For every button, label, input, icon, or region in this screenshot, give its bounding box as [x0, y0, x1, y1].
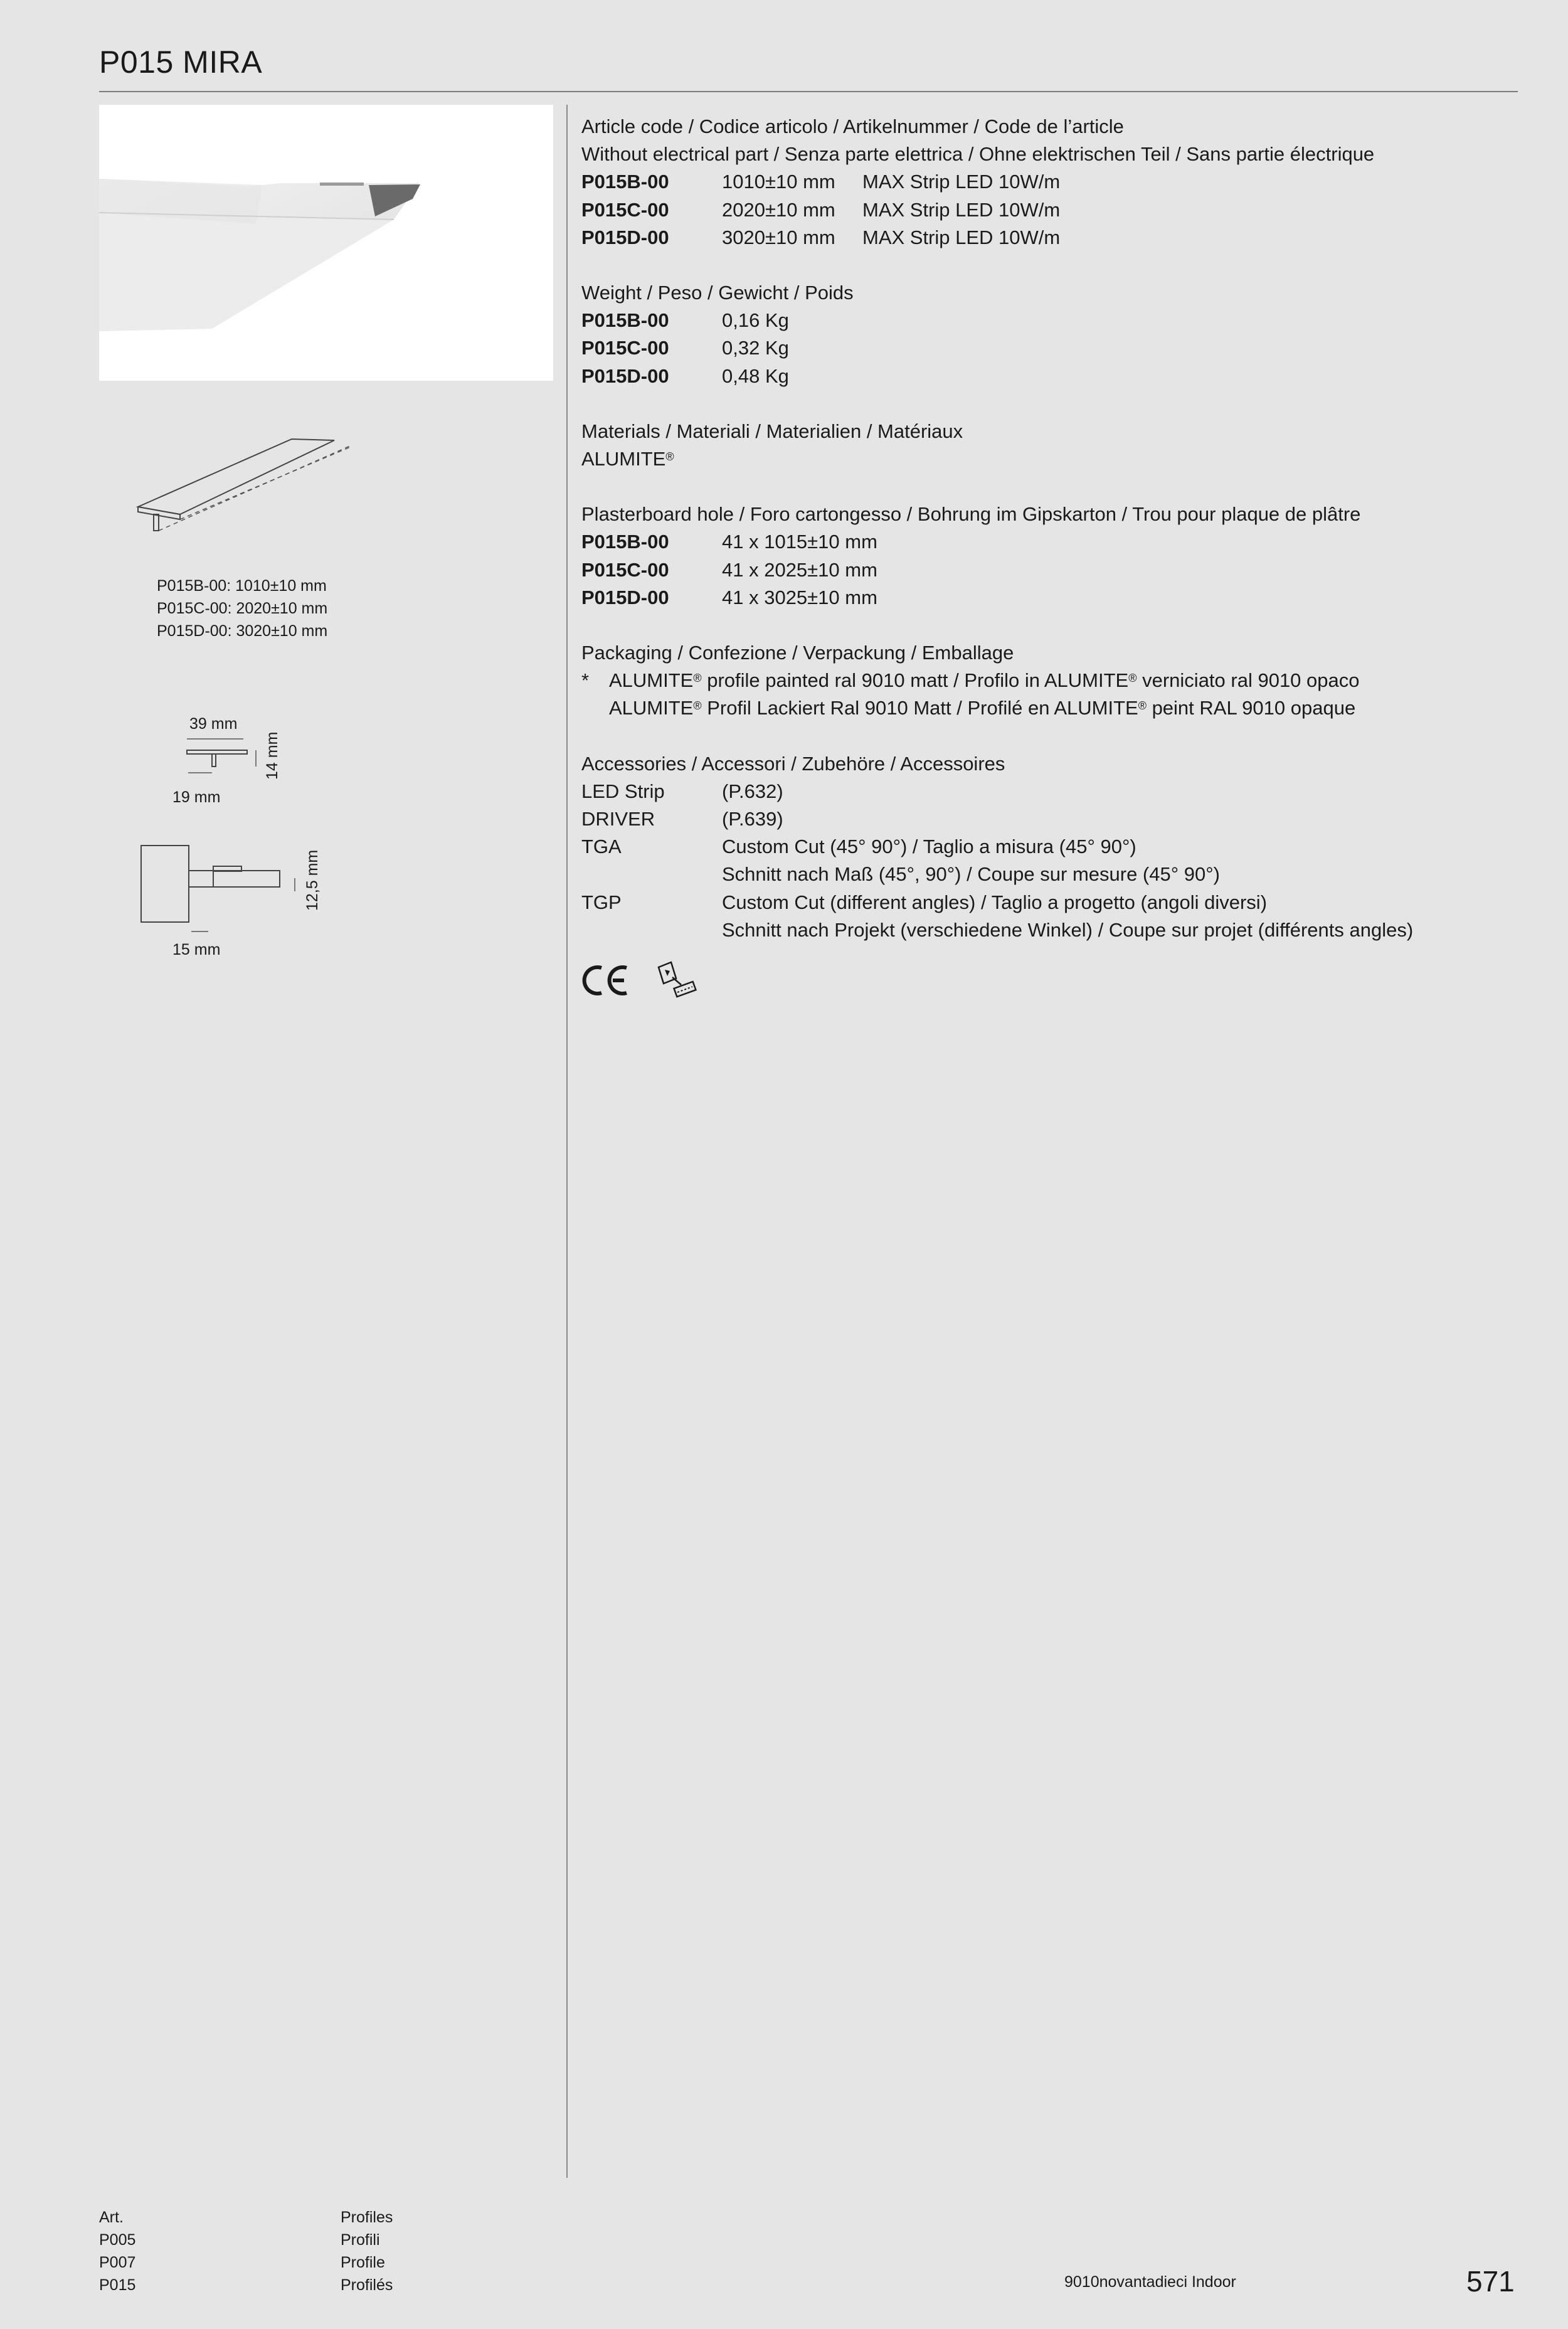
accessory-row: [581, 805, 1510, 833]
accessories-heading: Accessories / Accessori / Zubehöre / Accessoires: [581, 752, 1005, 775]
plasterboard-code: P015B-00: [581, 531, 669, 553]
accessory-row: [581, 889, 1510, 916]
weight-heading: Weight / Peso / Gewicht / Poids: [581, 282, 854, 304]
weight-row: [581, 307, 1510, 334]
dim-width-bottom: 19 mm: [172, 788, 221, 806]
article-code: P015D-00: [581, 226, 669, 248]
dim-section-height: 12,5 mm: [304, 849, 321, 911]
footer-article[interactable]: P015: [99, 2276, 136, 2294]
accessory-value: Schnitt nach Projekt (verschiedene Winkel) / Coupe sur projet (différents angles): [722, 918, 1414, 941]
weight-value: 0,32 Kg: [722, 337, 789, 359]
profile-perspective-drawing: [135, 433, 361, 546]
plasterboard-value: 41 x 1015±10 mm: [722, 531, 877, 553]
article-row: [581, 168, 1510, 196]
profile-section-drawing: [182, 734, 263, 784]
packaging-heading: Packaging / Confezione / Verpackung / Emballage: [581, 642, 1014, 664]
weight-value: 0,48 Kg: [722, 364, 789, 387]
article-code: P015B-00: [581, 171, 669, 193]
footer-articles: [99, 2206, 135, 2296]
accessory-row: [581, 916, 1510, 944]
article-length: 2020±10 mm: [722, 198, 835, 221]
dim-height: 14 mm: [263, 731, 281, 780]
footer-article[interactable]: P007: [99, 2254, 136, 2271]
length-list: [157, 575, 327, 642]
plasterboard-value: 41 x 2025±10 mm: [722, 558, 877, 581]
accessory-value: (P.639): [722, 808, 783, 830]
lamp-certification-icon: [656, 960, 700, 1001]
plasterboard-row: [581, 584, 1510, 612]
plasterboard-code: P015D-00: [581, 586, 669, 608]
title-divider: [99, 91, 1518, 92]
dim-width-top: 39 mm: [189, 715, 238, 733]
dim-section-width: 15 mm: [172, 941, 221, 958]
accessory-value: (P.632): [722, 780, 783, 802]
article-row: [581, 196, 1510, 224]
article-length: 1010±10 mm: [722, 171, 835, 193]
packaging-line: ALUMITE® Profil Lackiert Ral 9010 Matt / Profilé en ALUMITE® peint RAL 9010 opaque: [609, 697, 1356, 719]
plasterboard-value: 41 x 3025±10 mm: [722, 586, 877, 608]
article-row: [581, 224, 1510, 252]
length-item: P015C-00: 2020±10 mm: [157, 600, 328, 617]
packaging-item: [581, 694, 1510, 722]
footer-profiles: [341, 2206, 393, 2296]
page-title: P015 MIRA: [99, 45, 263, 80]
footer-profile-label: Profilés: [341, 2276, 393, 2294]
length-item: P015B-00: 1010±10 mm: [157, 577, 327, 595]
accessory-name: LED Strip: [581, 780, 665, 802]
length-item: P015D-00: 3020±10 mm: [157, 622, 328, 640]
accessory-value: Schnitt nach Maß (45°, 90°) / Coupe sur mesure (45° 90°): [722, 863, 1220, 886]
footer-profile-label: Profiles: [341, 2209, 393, 2226]
article-length: 3020±10 mm: [722, 226, 835, 248]
accessory-value: Custom Cut (45° 90°) / Taglio a misura (45° 90°): [722, 836, 1136, 858]
plasterboard-row: [581, 528, 1510, 556]
footer-art-label: Art.: [99, 2209, 124, 2226]
weight-code: P015B-00: [581, 309, 669, 332]
installation-section-drawing: [138, 844, 320, 938]
accessory-name: TGP: [581, 891, 622, 913]
accessory-row: [581, 778, 1510, 805]
accessory-row: [581, 833, 1510, 861]
materials-value: ALUMITE®: [581, 448, 674, 470]
packaging-item: [581, 667, 1510, 694]
weight-row: [581, 334, 1510, 362]
footer-profile-label: Profili: [341, 2231, 380, 2249]
article-subheading: Without electrical part / Senza parte elettrica / Ohne elektrischen Teil / Sans partie électrique: [581, 143, 1375, 166]
accessory-name: [581, 916, 722, 944]
plasterboard-code: P015C-00: [581, 558, 669, 581]
page-number: 571: [1466, 2265, 1515, 2298]
weight-value: 0,16 Kg: [722, 309, 789, 332]
article-note: MAX Strip LED 10W/m: [862, 226, 1061, 248]
product-photo: [99, 105, 553, 381]
plasterboard-heading: Plasterboard hole / Foro cartongesso / Bohrung im Gipskarton / Trou pour plaque de plâtre: [581, 503, 1361, 526]
ce-mark-icon: [581, 963, 629, 998]
weight-code: P015C-00: [581, 337, 669, 359]
column-divider: [566, 105, 568, 2178]
article-note: MAX Strip LED 10W/m: [862, 171, 1061, 193]
footer-brand: 9010novantadieci Indoor: [1064, 2273, 1236, 2291]
plasterboard-row: [581, 556, 1510, 584]
article-note: MAX Strip LED 10W/m: [862, 198, 1061, 221]
accessory-value: Custom Cut (different angles) / Taglio a progetto (angoli diversi): [722, 891, 1268, 913]
accessory-row: [581, 861, 1510, 888]
materials-heading: Materials / Materiali / Materialien / Matériaux: [581, 420, 963, 442]
bullet-mark: *: [581, 669, 590, 692]
weight-row: [581, 363, 1510, 390]
spec-column: [581, 113, 1510, 944]
footer-article[interactable]: P005: [99, 2231, 136, 2249]
article-heading: Article code / Codice articolo / Artikelnummer / Code de l’article: [581, 115, 1124, 137]
article-code: P015C-00: [581, 198, 669, 221]
weight-code: P015D-00: [581, 364, 669, 387]
accessory-name: [581, 861, 722, 888]
accessory-name: TGA: [581, 836, 622, 858]
packaging-line: ALUMITE® profile painted ral 9010 matt / Profilo in ALUMITE® verniciato ral 9010 opaco: [609, 669, 1360, 692]
footer-profile-label: Profile: [341, 2254, 385, 2271]
accessory-name: DRIVER: [581, 808, 655, 830]
